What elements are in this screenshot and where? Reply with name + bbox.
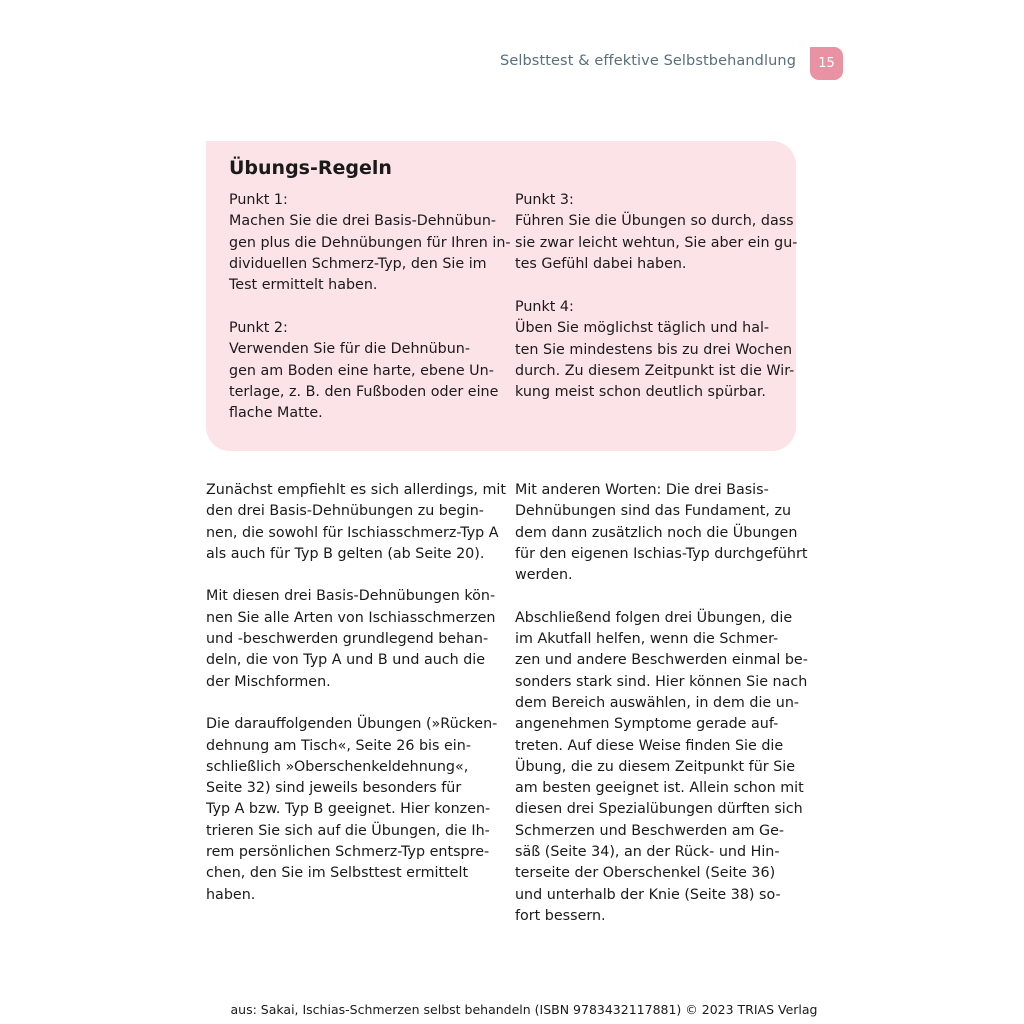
body-paragraph xyxy=(206,480,506,565)
text-line: angenehmen Symptome gerade auf- xyxy=(515,716,779,733)
text-line: schließlich »Oberschenkeldehnung«, xyxy=(206,758,469,775)
text-line: der Mischformen. xyxy=(206,673,331,690)
text-line: werden. xyxy=(515,567,573,584)
body-paragraph xyxy=(515,480,808,586)
text-line: den drei Basis-Dehnübungen zu begin- xyxy=(206,503,484,520)
rule-line: Test ermittelt haben. xyxy=(229,277,378,294)
rule-title: Punkt 2: xyxy=(229,320,288,336)
text-line: nen, die sowohl für Ischiasschmerz-Typ A xyxy=(206,524,499,541)
rule-line: Machen Sie die drei Basis-Dehnübun- xyxy=(229,213,497,230)
rule-item-2 xyxy=(229,318,498,424)
rule-line: ten Sie mindestens bis zu drei Wochen xyxy=(515,341,793,358)
text-line: Abschließend folgen drei Übungen, die xyxy=(515,609,793,626)
rule-title: Punkt 3: xyxy=(515,192,574,208)
rule-line: durch. Zu diesem Zeitpunkt ist die Wir- xyxy=(515,362,795,379)
rule-line: sie zwar leicht wehtun, Sie aber ein gu- xyxy=(515,234,798,251)
rule-item-4 xyxy=(515,297,794,403)
text-line: säß (Seite 34), an der Rück- und Hin- xyxy=(515,844,780,861)
text-line: Schmerzen und Beschwerden am Ge- xyxy=(515,822,785,839)
body-paragraph xyxy=(206,714,506,906)
rule-item-1 xyxy=(229,190,511,296)
text-line: dem dann zusätzlich noch die Übungen xyxy=(515,524,798,541)
rule-line: gen plus die Dehnübungen für Ihren in- xyxy=(229,234,511,251)
text-line: im Akutfall helfen, wenn die Schmer- xyxy=(515,631,779,648)
text-line: trieren Sie sich auf die Übungen, die Ih- xyxy=(206,822,490,839)
text-line: terseite der Oberschenkel (Seite 36) xyxy=(515,865,776,882)
body-right-column xyxy=(515,480,808,949)
text-line: Zunächst empfiehlt es sich allerdings, mit xyxy=(206,482,507,498)
text-line: rem persönlichen Schmerz-Typ entspre- xyxy=(206,844,490,861)
rule-line: tes Gefühl dabei haben. xyxy=(515,255,687,272)
text-line: am besten geeignet ist. Allein schon mit xyxy=(515,780,804,797)
rule-line: kung meist schon deutlich spürbar. xyxy=(515,384,766,401)
text-line: deln, die von Typ A und B und auch die xyxy=(206,652,486,669)
text-line: für den eigenen Ischias-Typ durchgeführt xyxy=(515,545,808,562)
body-paragraph xyxy=(206,586,506,692)
rule-line: Führen Sie die Übungen so durch, dass xyxy=(515,213,794,230)
text-line: sonders stark sind. Hier können Sie nach xyxy=(515,673,808,690)
rule-line: terlage, z. B. den Fußboden oder eine xyxy=(229,383,499,400)
text-line: dem Bereich auswählen, in dem die un- xyxy=(515,694,800,711)
text-line: zen und andere Beschwerden einmal be- xyxy=(515,652,808,669)
body-left-column xyxy=(206,480,506,927)
text-line: fort bessern. xyxy=(515,907,606,924)
rule-line: Üben Sie möglichst täglich und hal- xyxy=(515,320,770,337)
text-line: Mit diesen drei Basis-Dehnübungen kön- xyxy=(206,588,496,605)
page-number-badge: 15 xyxy=(810,47,843,80)
rules-heading: Übungs-Regeln xyxy=(229,157,392,179)
text-line: Dehnübungen sind das Fundament, zu xyxy=(515,503,792,520)
text-line: Seite 32) sind jeweils besonders für xyxy=(206,780,462,797)
text-line: als auch für Typ B gelten (ab Seite 20). xyxy=(206,545,485,562)
page-footer: aus: Sakai, Ischias-Schmerzen selbst behandeln (ISBN 9783432117881) © 2023 TRIAS Verlag xyxy=(230,1002,818,1017)
text-line: und unterhalb der Knie (Seite 38) so- xyxy=(515,886,781,903)
body-paragraph xyxy=(515,608,808,927)
text-line: treten. Auf diese Weise finden Sie die xyxy=(515,737,784,754)
rule-title: Punkt 4: xyxy=(515,299,574,315)
text-line: Übung, die zu diesem Zeitpunkt für Sie xyxy=(515,758,796,775)
text-line: diesen drei Spezialübungen dürften sich xyxy=(515,801,803,818)
text-line: haben. xyxy=(206,886,256,903)
text-line: Typ A bzw. Typ B geeignet. Hier konzen- xyxy=(206,801,491,818)
rule-line: dividuellen Schmerz-Typ, den Sie im xyxy=(229,255,487,272)
text-line: chen, den Sie im Selbsttest ermittelt xyxy=(206,865,469,882)
running-header-title: Selbsttest & effektive Selbstbehandlung xyxy=(500,53,796,69)
text-line: und -beschwerden grundlegend behan- xyxy=(206,631,489,648)
rule-line: Verwenden Sie für die Dehnübun- xyxy=(229,341,471,358)
text-line: Die darauffolgenden Übungen (»Rücken- xyxy=(206,716,498,733)
text-line: Mit anderen Worten: Die drei Basis- xyxy=(515,482,769,498)
rule-item-3 xyxy=(515,190,797,275)
text-line: nen Sie alle Arten von Ischiasschmerzen xyxy=(206,609,496,626)
rule-line: flache Matte. xyxy=(229,405,323,422)
text-line: dehnung am Tisch«, Seite 26 bis ein- xyxy=(206,737,471,754)
rule-title: Punkt 1: xyxy=(229,192,288,208)
rule-line: gen am Boden eine harte, ebene Un- xyxy=(229,362,494,379)
